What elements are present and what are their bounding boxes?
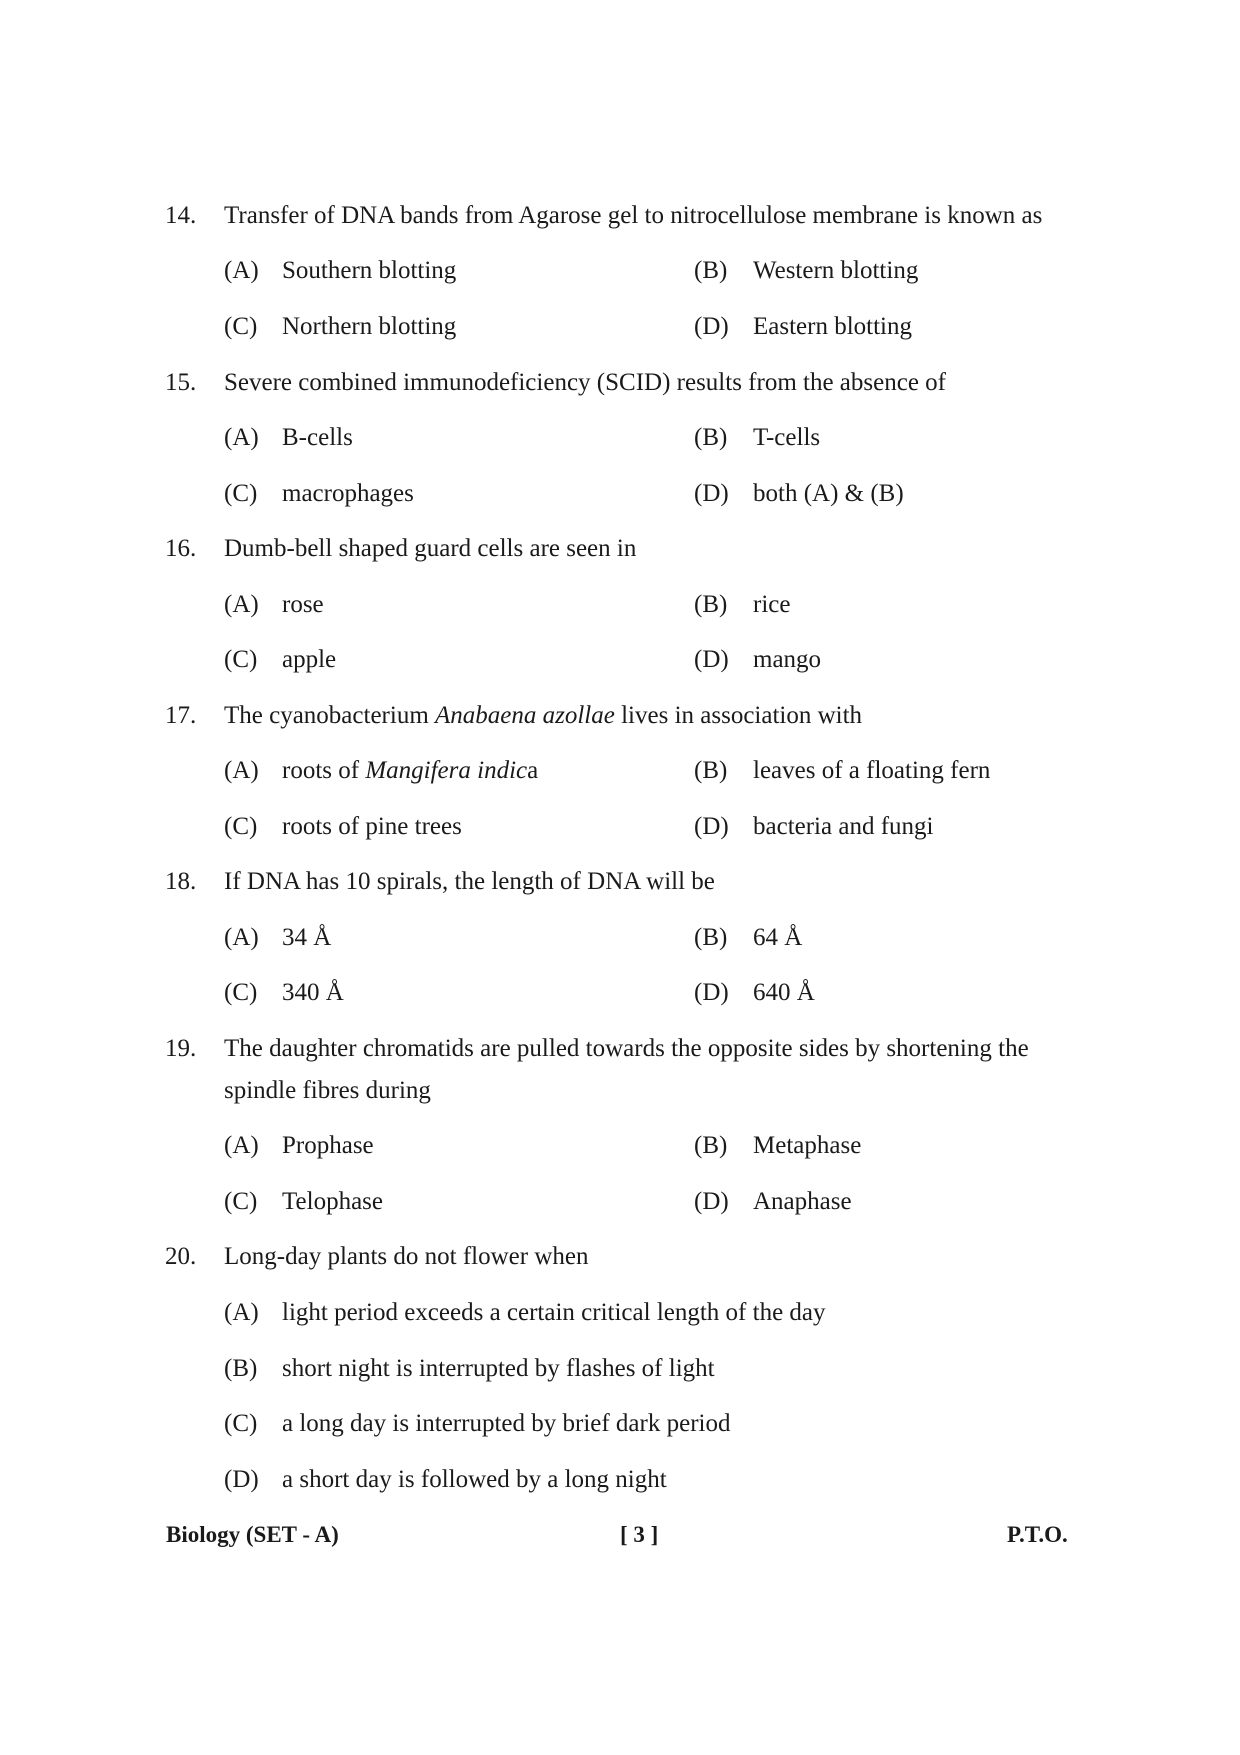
option-text: Western blotting bbox=[753, 257, 919, 284]
option-text: rose bbox=[282, 591, 324, 618]
option-text: a long day is interrupted by brief dark period bbox=[282, 1410, 731, 1437]
option-text: leaves of a floating fern bbox=[753, 757, 991, 784]
option-label: (D) bbox=[694, 646, 729, 673]
option-label: (D) bbox=[694, 979, 729, 1006]
species-name: Mangifera indic bbox=[365, 757, 528, 784]
option-label: (B) bbox=[694, 591, 728, 618]
option-label: (B) bbox=[224, 1355, 258, 1382]
option-label: (C) bbox=[224, 1188, 258, 1215]
option-text: light period exceeds a certain critical length of the day bbox=[282, 1299, 826, 1326]
question-number: 15. bbox=[165, 369, 197, 396]
question-text: Long-day plants do not flower when bbox=[224, 1243, 589, 1270]
option-label: (C) bbox=[224, 313, 258, 340]
option-label: (A) bbox=[224, 1132, 259, 1159]
option-text: short night is interrupted by flashes of light bbox=[282, 1355, 715, 1382]
option-text: mango bbox=[753, 646, 822, 673]
option-text: 340 Å bbox=[282, 979, 344, 1006]
footer-subject: Biology (SET - A) bbox=[166, 1522, 339, 1547]
option-text: roots of pine trees bbox=[282, 813, 462, 840]
option-text: B-cells bbox=[282, 424, 353, 451]
option-label: (B) bbox=[694, 924, 728, 951]
option-text: T-cells bbox=[753, 424, 821, 451]
option-label: (A) bbox=[224, 1299, 259, 1326]
option-text: Telophase bbox=[282, 1188, 383, 1215]
option-label: (D) bbox=[694, 313, 729, 340]
option-text: rice bbox=[753, 591, 791, 618]
option-label: (C) bbox=[224, 646, 258, 673]
question-text-line-2: spindle fibres during bbox=[224, 1077, 431, 1104]
question-number: 14. bbox=[165, 202, 197, 229]
question-number: 17. bbox=[165, 702, 197, 729]
option-label: (A) bbox=[224, 424, 259, 451]
option-text: Prophase bbox=[282, 1132, 374, 1159]
question-text: Dumb-bell shaped guard cells are seen in bbox=[224, 535, 637, 562]
option-text: 34 Å bbox=[282, 924, 332, 951]
option-label: (B) bbox=[694, 257, 728, 284]
option-text: 64 Å bbox=[753, 924, 803, 951]
option-text: macrophages bbox=[282, 480, 414, 507]
option-text: Metaphase bbox=[753, 1132, 862, 1159]
option-label: (A) bbox=[224, 591, 259, 618]
option-text: bacteria and fungi bbox=[753, 813, 934, 840]
option-label: (A) bbox=[224, 257, 259, 284]
question-text: If DNA has 10 spirals, the length of DNA will be bbox=[224, 868, 715, 895]
option-label: (B) bbox=[694, 757, 728, 784]
option-label: (B) bbox=[694, 1132, 728, 1159]
option-label: (D) bbox=[224, 1466, 259, 1493]
question-number: 18. bbox=[165, 868, 197, 895]
footer-page-number: [ 3 ] bbox=[620, 1522, 659, 1547]
option-text: a short day is followed by a long night bbox=[282, 1466, 667, 1493]
option-label: (D) bbox=[694, 1188, 729, 1215]
option-text: Eastern blotting bbox=[753, 313, 912, 340]
option-label: (D) bbox=[694, 480, 729, 507]
option-text: 640 Å bbox=[753, 979, 815, 1006]
option-text: both (A) & (B) bbox=[753, 480, 904, 507]
question-text: The cyanobacterium Anabaena azollae lives in association with bbox=[224, 702, 863, 729]
option-label: (A) bbox=[224, 924, 259, 951]
question-text: Transfer of DNA bands from Agarose gel to nitrocellulose membrane is known as bbox=[224, 202, 1043, 229]
species-name: Anabaena azollae bbox=[435, 702, 615, 729]
option-label: (C) bbox=[224, 813, 258, 840]
question-text: Severe combined immunodeficiency (SCID) results from the absence of bbox=[224, 369, 946, 396]
option-label: (D) bbox=[694, 813, 729, 840]
option-label: (C) bbox=[224, 979, 258, 1006]
option-label: (B) bbox=[694, 424, 728, 451]
question-text-line-1: The daughter chromatids are pulled towards the opposite sides by shortening the bbox=[224, 1035, 1029, 1062]
option-text: Northern blotting bbox=[282, 313, 457, 340]
question-number: 20. bbox=[165, 1243, 197, 1270]
option-text: Southern blotting bbox=[282, 257, 457, 284]
option-text: apple bbox=[282, 646, 337, 673]
option-label: (C) bbox=[224, 480, 258, 507]
question-number: 16. bbox=[165, 535, 197, 562]
option-text: Anaphase bbox=[753, 1188, 852, 1215]
question-number: 19. bbox=[165, 1035, 197, 1062]
option-label: (C) bbox=[224, 1410, 258, 1437]
option-label: (A) bbox=[224, 757, 259, 784]
option-text: roots of Mangifera indica bbox=[282, 757, 539, 784]
footer-pto: P.T.O. bbox=[1007, 1522, 1068, 1547]
